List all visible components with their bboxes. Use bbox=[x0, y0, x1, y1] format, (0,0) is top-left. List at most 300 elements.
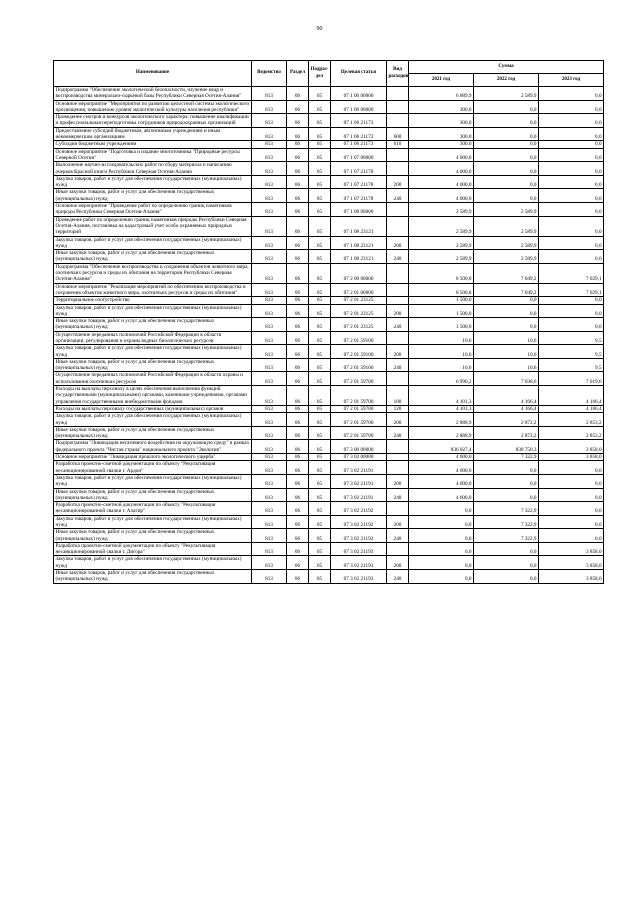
row-name: Закупка товаров, работ и услуг для обеспечения государственных (муниципальных) нужд bbox=[54, 556, 252, 570]
row-sum-2022: 2 872,2 bbox=[474, 413, 539, 427]
row-exp-type bbox=[387, 216, 409, 236]
row-section: 06 bbox=[287, 283, 309, 297]
row-sum-2021: 1 500,0 bbox=[409, 318, 474, 332]
row-exp-type bbox=[387, 372, 409, 386]
row-sum-2023: 2 853,2 bbox=[539, 426, 604, 440]
row-ministry: 813 bbox=[252, 148, 287, 162]
table-row bbox=[54, 440, 604, 454]
row-subsection: 05 bbox=[309, 502, 331, 516]
row-exp-type: 240 bbox=[387, 358, 409, 372]
row-sum-2022: 4 166,4 bbox=[474, 405, 539, 412]
row-exp-type bbox=[387, 87, 409, 101]
row-sum-2022: 0,0 bbox=[474, 100, 539, 114]
row-target: 07 3 00 00000 bbox=[331, 440, 387, 454]
header-name: Наименование bbox=[54, 61, 252, 87]
row-exp-type: 200 bbox=[387, 413, 409, 427]
table-row bbox=[54, 454, 604, 461]
row-sum-2023: 0,0 bbox=[539, 515, 604, 529]
row-name: Закупка товаров, работ и услуг для обеспечения государственных (муниципальных) нужд bbox=[54, 236, 252, 250]
table-row bbox=[54, 175, 604, 189]
row-exp-type bbox=[387, 440, 409, 454]
row-name: Иные закупки товаров, работ и услуг для обеспечения государственных (муниципальных) нужд bbox=[54, 570, 252, 584]
row-sum-2021: 4 600,0 bbox=[409, 454, 474, 461]
row-sum-2021: 0,0 bbox=[409, 515, 474, 529]
table-body bbox=[54, 87, 604, 584]
row-ministry: 813 bbox=[252, 87, 287, 101]
row-name: Основное мероприятие "Проведение работ по определению границ памятников природы Республики Северная Осетия-Алания" bbox=[54, 203, 252, 217]
row-sum-2021: 0,0 bbox=[409, 542, 474, 556]
row-sum-2023: 2 853,2 bbox=[539, 413, 604, 427]
row-sum-2021: 4 000,0 bbox=[409, 175, 474, 189]
row-section: 06 bbox=[287, 426, 309, 440]
row-subsection: 05 bbox=[309, 304, 331, 318]
row-ministry: 813 bbox=[252, 283, 287, 297]
row-target: 07 1 06 00000 bbox=[331, 100, 387, 114]
row-sum-2022: 4 166,4 bbox=[474, 386, 539, 406]
row-subsection: 05 bbox=[309, 440, 331, 454]
table-row bbox=[54, 556, 604, 570]
row-sum-2023: 7 029,1 bbox=[539, 263, 604, 283]
row-sum-2023: 9,5 bbox=[539, 331, 604, 345]
row-sum-2022: 0,0 bbox=[474, 114, 539, 128]
row-sum-2021: 8 500,8 bbox=[409, 283, 474, 297]
table-row bbox=[54, 189, 604, 203]
row-exp-type: 240 bbox=[387, 189, 409, 203]
row-name: Расходы на выплаты персоналу в целях обеспечения выполнения функций государственными (муниципальными) органами, казенными учреждениями, органами управления государственными внебюджетными фондами bbox=[54, 386, 252, 406]
row-target: 07 3 02 21192 bbox=[331, 515, 387, 529]
row-sum-2022: 0,0 bbox=[474, 304, 539, 318]
table-row bbox=[54, 297, 604, 304]
row-sum-2021: 4 000,0 bbox=[409, 189, 474, 203]
row-sum-2022: 7 322,9 bbox=[474, 515, 539, 529]
row-sum-2021: 300,0 bbox=[409, 114, 474, 128]
row-target: 07 2 01 59700 bbox=[331, 413, 387, 427]
row-ministry: 813 bbox=[252, 331, 287, 345]
row-sum-2021: 6 889,9 bbox=[409, 87, 474, 101]
row-ministry: 813 bbox=[252, 162, 287, 176]
row-sum-2022: 7 322,9 bbox=[474, 454, 539, 461]
row-name: Выполнение научно-исследовательских работ по сбору материала и написанию очерков Красной книги Республики Северная Осетия-Алания bbox=[54, 162, 252, 176]
row-exp-type: 240 bbox=[387, 488, 409, 502]
row-section: 06 bbox=[287, 502, 309, 516]
page-number: 90 bbox=[316, 26, 323, 32]
table-row bbox=[54, 87, 604, 101]
row-sum-2023: 4 166,4 bbox=[539, 405, 604, 412]
row-section: 06 bbox=[287, 236, 309, 250]
table-row bbox=[54, 114, 604, 128]
row-section: 06 bbox=[287, 474, 309, 488]
row-sum-2021: 2 589,9 bbox=[409, 236, 474, 250]
table-row bbox=[54, 474, 604, 488]
row-name: Иные закупки товаров, работ и услуг для обеспечения государственных (муниципальных) нужд bbox=[54, 426, 252, 440]
row-subsection: 05 bbox=[309, 331, 331, 345]
row-section: 06 bbox=[287, 304, 309, 318]
row-sum-2021: 4 600,0 bbox=[409, 488, 474, 502]
row-sum-2023: 0,0 bbox=[539, 148, 604, 162]
row-subsection: 05 bbox=[309, 127, 331, 141]
row-sum-2022: 2 589,9 bbox=[474, 250, 539, 264]
row-sum-2021: 300,0 bbox=[409, 141, 474, 148]
row-sum-2022: 838 750,3 bbox=[474, 440, 539, 454]
row-target: 07 3 02 21191 bbox=[331, 474, 387, 488]
row-target: 07 1 08 23121 bbox=[331, 236, 387, 250]
row-ministry: 813 bbox=[252, 488, 287, 502]
row-sum-2021: 1 500,0 bbox=[409, 304, 474, 318]
header-2023: 2023 год bbox=[539, 74, 604, 87]
row-subsection: 05 bbox=[309, 141, 331, 148]
row-sum-2022: 7 049,2 bbox=[474, 283, 539, 297]
row-name: Иные закупки товаров, работ и услуг для обеспечения государственных (муниципальных) нужд bbox=[54, 488, 252, 502]
row-sum-2021: 2 589,9 bbox=[409, 250, 474, 264]
row-subsection: 05 bbox=[309, 529, 331, 543]
row-name: Предоставление субсидий бюджетным, автономным учреждениям и иным некоммерческим организациям bbox=[54, 127, 252, 141]
table-row bbox=[54, 141, 604, 148]
row-target: 07 1 08 23121 bbox=[331, 250, 387, 264]
row-ministry: 813 bbox=[252, 127, 287, 141]
row-name: Основное мероприятие "Реализация мероприятий по обеспечению воспроизводства и сохранения объектов животного мира, охотничьих ресурсов и среды их обитания" bbox=[54, 283, 252, 297]
row-target: 07 2 01 59100 bbox=[331, 358, 387, 372]
row-sum-2023: 9,5 bbox=[539, 345, 604, 359]
table-row bbox=[54, 283, 604, 297]
row-ministry: 813 bbox=[252, 542, 287, 556]
table-row bbox=[54, 426, 604, 440]
row-exp-type: 200 bbox=[387, 556, 409, 570]
row-exp-type: 100 bbox=[387, 386, 409, 406]
row-sum-2021: 0,0 bbox=[409, 529, 474, 543]
row-subsection: 05 bbox=[309, 426, 331, 440]
row-exp-type bbox=[387, 542, 409, 556]
row-target: 07 1 06 21173 bbox=[331, 141, 387, 148]
row-subsection: 05 bbox=[309, 148, 331, 162]
row-section: 06 bbox=[287, 175, 309, 189]
row-subsection: 05 bbox=[309, 297, 331, 304]
row-exp-type bbox=[387, 454, 409, 461]
row-subsection: 05 bbox=[309, 358, 331, 372]
row-ministry: 813 bbox=[252, 515, 287, 529]
row-subsection: 05 bbox=[309, 162, 331, 176]
row-target: 07 1 06 21173 bbox=[331, 114, 387, 128]
row-ministry: 813 bbox=[252, 100, 287, 114]
row-sum-2022: 0,0 bbox=[474, 461, 539, 475]
row-sum-2023: 0,0 bbox=[539, 100, 604, 114]
row-target: 07 2 01 23125 bbox=[331, 304, 387, 318]
row-ministry: 813 bbox=[252, 304, 287, 318]
row-subsection: 05 bbox=[309, 372, 331, 386]
row-ministry: 813 bbox=[252, 263, 287, 283]
row-section: 06 bbox=[287, 372, 309, 386]
row-name: Закупка товаров, работ и услуг для обеспечения государственных (муниципальных) нужд bbox=[54, 515, 252, 529]
row-target: 07 3 02 21191 bbox=[331, 461, 387, 475]
row-section: 06 bbox=[287, 162, 309, 176]
row-target: 07 2 01 23125 bbox=[331, 318, 387, 332]
row-exp-type bbox=[387, 203, 409, 217]
row-sum-2021: 836 027,4 bbox=[409, 440, 474, 454]
row-section: 06 bbox=[287, 556, 309, 570]
row-ministry: 813 bbox=[252, 454, 287, 461]
row-sum-2023: 0,0 bbox=[539, 318, 604, 332]
row-section: 06 bbox=[287, 461, 309, 475]
row-target: 07 1 06 21173 bbox=[331, 127, 387, 141]
row-sum-2021: 0,0 bbox=[409, 502, 474, 516]
row-target: 07 1 07 21178 bbox=[331, 189, 387, 203]
row-ministry: 813 bbox=[252, 358, 287, 372]
row-sum-2023: 0,0 bbox=[539, 127, 604, 141]
row-exp-type bbox=[387, 162, 409, 176]
row-section: 06 bbox=[287, 386, 309, 406]
row-section: 06 bbox=[287, 413, 309, 427]
row-target: 07 2 01 59700 bbox=[331, 386, 387, 406]
row-ministry: 813 bbox=[252, 216, 287, 236]
row-sum-2023: 9,5 bbox=[539, 358, 604, 372]
row-ministry: 813 bbox=[252, 529, 287, 543]
row-target: 07 2 01 23125 bbox=[331, 297, 387, 304]
row-exp-type: 120 bbox=[387, 405, 409, 412]
table-row bbox=[54, 236, 604, 250]
row-sum-2023: 0,0 bbox=[539, 203, 604, 217]
row-subsection: 05 bbox=[309, 87, 331, 101]
row-sum-2021: 300,0 bbox=[409, 100, 474, 114]
row-subsection: 05 bbox=[309, 386, 331, 406]
row-name: Закупка товаров, работ и услуг для обеспечения государственных (муниципальных) нужд bbox=[54, 345, 252, 359]
row-sum-2022: 0,0 bbox=[474, 570, 539, 584]
row-section: 06 bbox=[287, 440, 309, 454]
row-name: Основное мероприятие "Подготовка и издание многотомника "Природные ресурсы Северной Осетии" bbox=[54, 148, 252, 162]
row-sum-2023: 0,0 bbox=[539, 175, 604, 189]
row-sum-2023: 7 029,1 bbox=[539, 283, 604, 297]
row-ministry: 813 bbox=[252, 386, 287, 406]
row-sum-2022: 0,0 bbox=[474, 189, 539, 203]
row-exp-type: 240 bbox=[387, 426, 409, 440]
row-sum-2021: 6 990,2 bbox=[409, 372, 474, 386]
row-target: 07 2 01 59100 bbox=[331, 345, 387, 359]
row-sum-2023: 0,0 bbox=[539, 114, 604, 128]
row-section: 06 bbox=[287, 141, 309, 148]
row-subsection: 05 bbox=[309, 236, 331, 250]
row-ministry: 813 bbox=[252, 250, 287, 264]
row-target: 07 3 02 21193 bbox=[331, 542, 387, 556]
table-row bbox=[54, 127, 604, 141]
header-2022: 2022 год bbox=[474, 74, 539, 87]
row-subsection: 05 bbox=[309, 556, 331, 570]
row-section: 06 bbox=[287, 318, 309, 332]
row-subsection: 05 bbox=[309, 114, 331, 128]
row-sum-2022: 0,0 bbox=[474, 141, 539, 148]
row-section: 06 bbox=[287, 529, 309, 543]
row-section: 06 bbox=[287, 297, 309, 304]
row-sum-2022: 10,6 bbox=[474, 358, 539, 372]
row-subsection: 05 bbox=[309, 345, 331, 359]
row-sum-2023: 0,0 bbox=[539, 474, 604, 488]
row-exp-type: 200 bbox=[387, 474, 409, 488]
row-sum-2021: 2 888,9 bbox=[409, 426, 474, 440]
table-row bbox=[54, 488, 604, 502]
row-subsection: 05 bbox=[309, 263, 331, 283]
row-target: 07 1 00 00000 bbox=[331, 87, 387, 101]
row-sum-2022: 7 322,9 bbox=[474, 529, 539, 543]
row-subsection: 05 bbox=[309, 570, 331, 584]
table-row bbox=[54, 515, 604, 529]
row-name: Закупка товаров, работ и услуг для обеспечения государственных (муниципальных) нужд bbox=[54, 474, 252, 488]
row-target: 07 3 02 21191 bbox=[331, 488, 387, 502]
row-sum-2022: 0,0 bbox=[474, 127, 539, 141]
header-section: Раздел bbox=[287, 61, 309, 87]
row-exp-type bbox=[387, 297, 409, 304]
row-sum-2023: 0,0 bbox=[539, 162, 604, 176]
row-target: 07 2 01 00000 bbox=[331, 283, 387, 297]
row-subsection: 05 bbox=[309, 175, 331, 189]
row-ministry: 813 bbox=[252, 189, 287, 203]
row-sum-2021: 4 600,0 bbox=[409, 461, 474, 475]
row-target: 07 1 07 21178 bbox=[331, 175, 387, 189]
row-sum-2023: 0,0 bbox=[539, 236, 604, 250]
row-sum-2021: 4 101,3 bbox=[409, 386, 474, 406]
row-name: Проведение работ по определению границ памятников природы Республики Северная Осетия-Алания, постановка на кадастровый учет особо охраняемых природных территорий bbox=[54, 216, 252, 236]
row-sum-2023: 3 858,0 bbox=[539, 454, 604, 461]
row-target: 07 2 01 59700 bbox=[331, 372, 387, 386]
row-sum-2022: 7 038,6 bbox=[474, 372, 539, 386]
row-ministry: 813 bbox=[252, 461, 287, 475]
row-exp-type bbox=[387, 283, 409, 297]
row-ministry: 813 bbox=[252, 236, 287, 250]
row-subsection: 05 bbox=[309, 454, 331, 461]
row-subsection: 05 bbox=[309, 250, 331, 264]
row-section: 06 bbox=[287, 542, 309, 556]
row-sum-2021: 10,6 bbox=[409, 358, 474, 372]
row-exp-type: 200 bbox=[387, 304, 409, 318]
row-name: Иные закупки товаров, работ и услуг для обеспечения государственных (муниципальных) нужд bbox=[54, 529, 252, 543]
row-section: 06 bbox=[287, 405, 309, 412]
row-sum-2021: 4 600,0 bbox=[409, 474, 474, 488]
row-ministry: 813 bbox=[252, 318, 287, 332]
header-target: Целевая статья bbox=[331, 61, 387, 87]
row-sum-2023: 0,0 bbox=[539, 304, 604, 318]
table-row bbox=[54, 203, 604, 217]
row-ministry: 813 bbox=[252, 297, 287, 304]
row-sum-2023: 0,0 bbox=[539, 189, 604, 203]
row-sum-2023: 0,0 bbox=[539, 488, 604, 502]
row-ministry: 813 bbox=[252, 203, 287, 217]
row-sum-2022: 2 589,9 bbox=[474, 236, 539, 250]
row-exp-type: 200 bbox=[387, 236, 409, 250]
row-name: Закупка товаров, работ и услуг для обеспечения государственных (муниципальных) нужд bbox=[54, 304, 252, 318]
table-row bbox=[54, 304, 604, 318]
row-exp-type: 240 bbox=[387, 529, 409, 543]
row-target: 07 3 02 21193 bbox=[331, 556, 387, 570]
header-subsection: Подраз- дел bbox=[309, 61, 331, 87]
row-target: 07 1 08 00000 bbox=[331, 203, 387, 217]
row-ministry: 813 bbox=[252, 556, 287, 570]
table-row bbox=[54, 263, 604, 283]
budget-table bbox=[53, 60, 604, 584]
row-sum-2022: 10,6 bbox=[474, 331, 539, 345]
row-sum-2023: 3 858,0 bbox=[539, 556, 604, 570]
row-sum-2022: 2 589,9 bbox=[474, 87, 539, 101]
header-2021: 2021 год bbox=[409, 74, 474, 87]
row-section: 06 bbox=[287, 488, 309, 502]
table-row bbox=[54, 148, 604, 162]
row-sum-2023: 0,0 bbox=[539, 461, 604, 475]
table-row bbox=[54, 358, 604, 372]
row-name: Субсидии бюджетным учреждениям bbox=[54, 141, 252, 148]
row-target: 07 3 02 21192 bbox=[331, 529, 387, 543]
row-ministry: 813 bbox=[252, 426, 287, 440]
row-subsection: 05 bbox=[309, 542, 331, 556]
row-ministry: 813 bbox=[252, 502, 287, 516]
row-ministry: 813 bbox=[252, 345, 287, 359]
row-section: 06 bbox=[287, 358, 309, 372]
row-sum-2022: 0,0 bbox=[474, 175, 539, 189]
row-subsection: 05 bbox=[309, 100, 331, 114]
row-section: 06 bbox=[287, 148, 309, 162]
row-exp-type: 240 bbox=[387, 570, 409, 584]
row-name: Расходы на выплаты персоналу государственных (муниципальных) органов bbox=[54, 405, 252, 412]
row-sum-2023: 0,0 bbox=[539, 87, 604, 101]
row-exp-type: 610 bbox=[387, 141, 409, 148]
row-sum-2021: 10,6 bbox=[409, 345, 474, 359]
table-row bbox=[54, 372, 604, 386]
row-subsection: 05 bbox=[309, 405, 331, 412]
row-section: 06 bbox=[287, 114, 309, 128]
row-exp-type: 200 bbox=[387, 345, 409, 359]
header-exp-type: Вид расходов bbox=[387, 61, 409, 87]
row-sum-2022: 10,6 bbox=[474, 345, 539, 359]
table-row bbox=[54, 570, 604, 584]
row-subsection: 05 bbox=[309, 216, 331, 236]
row-name: Разработка проектно-сметной документации по объекту "Рекультивация несанкционированной свалки г. Алагир" bbox=[54, 502, 252, 516]
row-exp-type: 240 bbox=[387, 318, 409, 332]
row-section: 06 bbox=[287, 515, 309, 529]
row-sum-2021: 8 500,8 bbox=[409, 263, 474, 283]
row-section: 06 bbox=[287, 189, 309, 203]
row-sum-2021: 0,0 bbox=[409, 570, 474, 584]
row-subsection: 05 bbox=[309, 461, 331, 475]
row-target: 07 1 07 21178 bbox=[331, 162, 387, 176]
row-target: 07 2 00 00000 bbox=[331, 263, 387, 283]
row-name: Осуществление переданных полномочий Российской Федерации в области охраны и использования охотничьих ресурсов bbox=[54, 372, 252, 386]
row-ministry: 813 bbox=[252, 141, 287, 148]
row-subsection: 05 bbox=[309, 413, 331, 427]
table-row bbox=[54, 413, 604, 427]
row-section: 06 bbox=[287, 250, 309, 264]
row-sum-2023: 0,0 bbox=[539, 216, 604, 236]
row-section: 06 bbox=[287, 570, 309, 584]
row-sum-2023: 0,0 bbox=[539, 297, 604, 304]
row-name: Подпрограмма "Ликвидация негативного воздействия на окружающую среду" в рамках федерального проекта "Чистая страна" национального проекта "Экология" bbox=[54, 440, 252, 454]
table-row bbox=[54, 386, 604, 406]
row-sum-2021: 300,0 bbox=[409, 127, 474, 141]
row-sum-2021: 0,0 bbox=[409, 556, 474, 570]
row-sum-2023: 0,0 bbox=[539, 502, 604, 516]
header-ministry: Ведомство bbox=[252, 61, 287, 87]
row-sum-2021: 2 888,9 bbox=[409, 413, 474, 427]
row-exp-type bbox=[387, 263, 409, 283]
row-target: 07 1 08 23121 bbox=[331, 216, 387, 236]
row-sum-2022: 2 589,9 bbox=[474, 203, 539, 217]
row-ministry: 813 bbox=[252, 474, 287, 488]
table-row bbox=[54, 345, 604, 359]
row-ministry: 813 bbox=[252, 405, 287, 412]
table-row bbox=[54, 529, 604, 543]
row-sum-2023: 4 166,4 bbox=[539, 386, 604, 406]
row-name: Проведение смотров и конкурсов экологического характера; повышение квалификации и профессиональная переподготовка сотрудников природоохранных организаций bbox=[54, 114, 252, 128]
row-sum-2022: 7 049,2 bbox=[474, 263, 539, 283]
row-section: 06 bbox=[287, 345, 309, 359]
row-ministry: 813 bbox=[252, 570, 287, 584]
row-target: 07 3 02 00000 bbox=[331, 454, 387, 461]
row-name: Иные закупки товаров, работ и услуг для обеспечения государственных (муниципальных) нужд bbox=[54, 250, 252, 264]
row-target: 07 3 02 21192 bbox=[331, 502, 387, 516]
row-exp-type: 240 bbox=[387, 250, 409, 264]
